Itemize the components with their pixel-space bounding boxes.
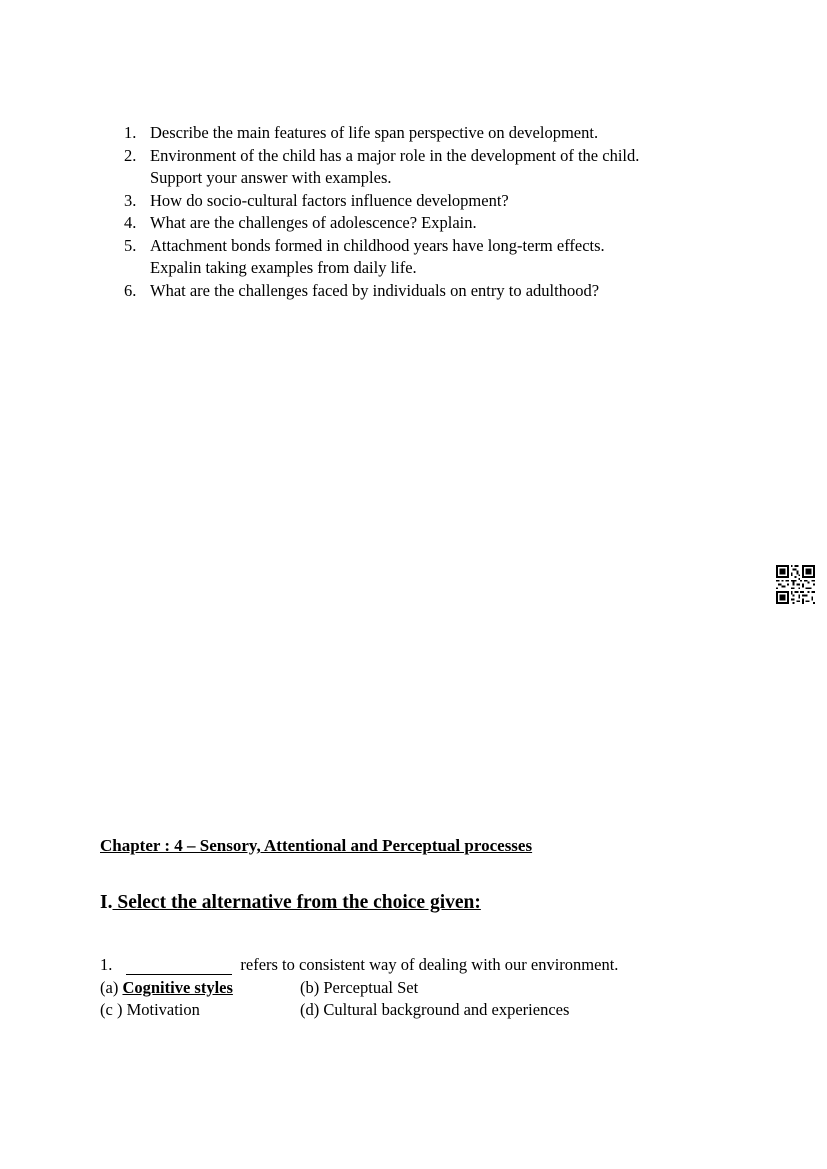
question-item [118,212,798,235]
question-number: 6. [124,280,137,300]
answer-blank [126,951,232,975]
mcq-question [100,951,740,1022]
option-d: (d) Cultural background and experiences [300,1000,570,1019]
mcq-number: 1. [100,955,113,974]
option-row [100,977,740,1000]
question-list [118,122,798,302]
question-number: 3. [124,190,137,210]
mcq-stem [100,951,740,977]
question-text: What are the challenges faced by individuals on entry to adulthood? [150,280,600,300]
option-row [100,999,740,1022]
question-number: 2. [124,145,137,165]
option-a [100,977,233,1000]
option-b: (b) Perceptual Set [300,977,419,997]
question-number: 5. [124,235,137,255]
question-text: Describe the main features of life span perspective on development. [150,123,599,142]
chapter-title: Chapter : 4 – Sensory, Attentional and Perceptual processes [100,836,533,855]
question-item [118,235,798,280]
question-item [118,145,798,190]
question-text: What are the challenges of adolescence? Explain. [150,213,477,232]
question-item [118,280,798,303]
question-text: Environment of the child has a major role in the development of the child. [150,145,640,165]
option-a-label: (a) [100,977,119,997]
option-a-text: Cognitive styles [122,977,233,997]
qr-code-icon[interactable] [776,565,815,604]
question-number: 1. [124,123,137,142]
question-text-continued: Support your answer with examples. [150,168,392,187]
question-text-continued: Expalin taking examples from daily life. [150,258,417,277]
option-c: (c ) Motivation [100,1000,200,1019]
question-text: Attachment bonds formed in childhood years have long-term effects. [150,235,605,255]
mcq-stem-text: refers to consistent way of dealing with our environment. [240,955,619,974]
section-title: Select the alternative from the choice given: [112,892,481,913]
question-text: How do socio-cultural factors influence development? [150,190,509,210]
question-item [118,122,798,145]
section-number: I. [100,892,113,913]
question-number: 4. [124,213,137,232]
section-heading [100,892,481,914]
question-item [118,190,798,213]
